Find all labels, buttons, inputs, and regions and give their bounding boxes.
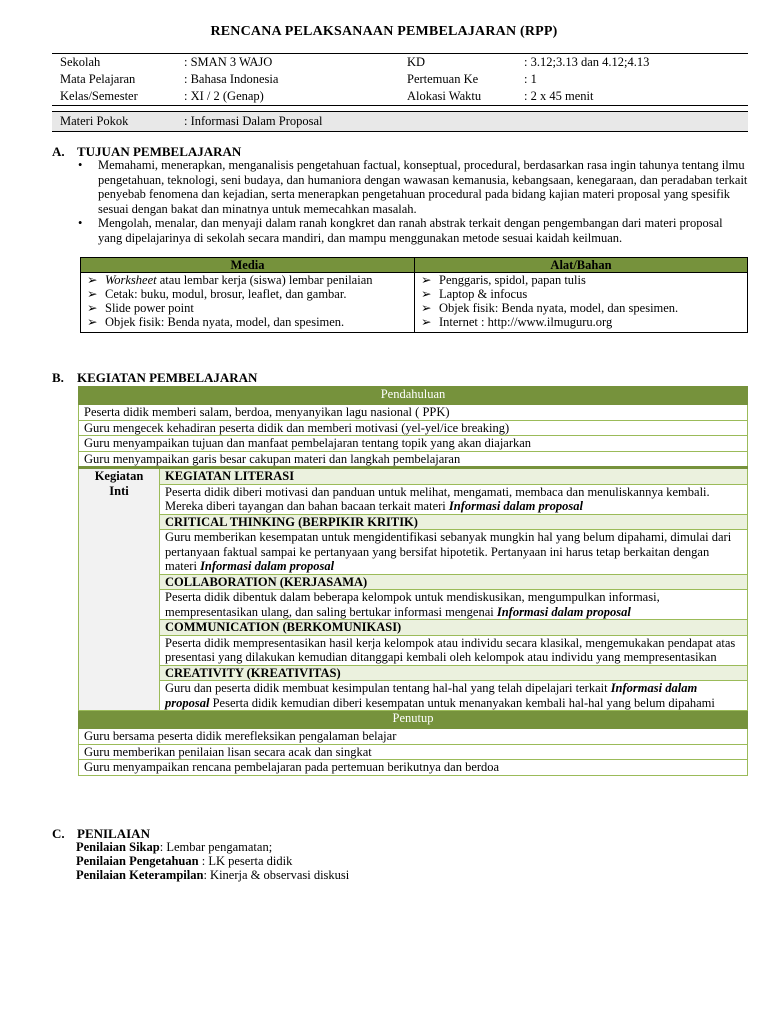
collaboration-emphasis: Informasi dalam proposal bbox=[496, 604, 631, 619]
list-item bbox=[76, 158, 748, 216]
communication-text: Peserta didik mempresentasikan hasil kerja kelompok atau individu secara klasikal, mengemukakan pendapat atas presentasi yang dilakukan kemudian ditanggapi kembali oleh kelompok atau individu yang mempresentasikan bbox=[160, 635, 748, 665]
list-item bbox=[87, 273, 410, 287]
alat-item-2: Laptop & infocus bbox=[439, 287, 528, 301]
keterampilan-label: Penilaian Keterampilan bbox=[76, 868, 204, 882]
kegiatan-inti-label bbox=[79, 468, 160, 711]
arrow-bullet-icon: ➢ bbox=[421, 315, 432, 329]
mapel-value: : Bahasa Indonesia bbox=[184, 72, 279, 86]
arrow-bullet-icon: ➢ bbox=[87, 273, 98, 287]
creativity-body-2: Peserta didik kemudian diberi kesempatan untuk menanyakan kembali hal-hal yang belum dipahami bbox=[209, 695, 715, 710]
media-body-row bbox=[81, 273, 748, 333]
arrow-bullet-icon: ➢ bbox=[87, 315, 98, 329]
kelas-value: : XI / 2 (Genap) bbox=[184, 89, 264, 103]
sikap-value: : Lembar pengamatan; bbox=[159, 840, 273, 854]
collaboration-body: Peserta didik dibentuk dalam beberapa kelompok untuk mendiskusikan, mengumpulkan informasi, mempresentasikan ulang, dan saling bertukar informasi mengenai bbox=[165, 590, 660, 619]
media-header-row bbox=[81, 258, 748, 273]
section-a-number: A. bbox=[52, 144, 65, 159]
list-item bbox=[421, 287, 743, 301]
pengetahuan-label: Penilaian Pengetahuan bbox=[76, 854, 199, 868]
tujuan-text-2: Mengolah, menalar, dan menyaji dalam ranah kongkret dan ranah abstrak terkait dengan pengembangan dari materi proposal yang dipelajarinya di sekolah secara mandiri, dan mampu menggunakan metode sesuai kaidah keilmuan. bbox=[98, 216, 723, 245]
arrow-bullet-icon: ➢ bbox=[421, 301, 432, 315]
media-table bbox=[80, 257, 748, 333]
table-row: Peserta didik memberi salam, berdoa, menyanyikan lagu nasional ( PPK) bbox=[79, 405, 748, 421]
penilaian-sikap bbox=[76, 840, 272, 855]
arrow-bullet-icon: ➢ bbox=[421, 287, 432, 301]
mapel-label: Mata Pelajaran bbox=[60, 72, 136, 86]
arrow-bullet-icon: ➢ bbox=[87, 301, 98, 315]
worksheet-italic: Worksheet bbox=[105, 273, 157, 287]
literasi-body: Peserta didik diberi motivasi dan panduan untuk melihat, mengamati, membaca dan menuliskannya kembali. Mereka diberi tayangan dan bahan bacaan terkait materi bbox=[165, 484, 710, 513]
pendahuluan-band: Pendahuluan bbox=[79, 387, 748, 405]
media-header: Media bbox=[81, 258, 415, 273]
info-row-1 bbox=[52, 54, 748, 71]
pertemuan-label: Pertemuan Ke bbox=[407, 72, 479, 86]
list-item bbox=[87, 287, 410, 301]
alat-item-1: Penggaris, spidol, papan tulis bbox=[439, 273, 586, 287]
table-row: Guru mengecek kehadiran peserta didik dan memberi motivasi (yel-yel/ice breaking) bbox=[79, 420, 748, 436]
section-b-title: KEGIATAN PEMBELAJARAN bbox=[77, 370, 258, 385]
creativity-text bbox=[160, 681, 748, 711]
table-row: Guru menyampaikan garis besar cakupan materi dan langkah pembelajaran bbox=[79, 451, 748, 468]
critical-emphasis: Informasi dalam proposal bbox=[200, 559, 335, 573]
list-item bbox=[421, 315, 743, 329]
arrow-bullet-icon: ➢ bbox=[421, 273, 432, 287]
table-row: Guru bersama peserta didik merefleksikan pengalaman belajar bbox=[79, 729, 748, 745]
info-row-2 bbox=[52, 71, 748, 88]
literasi-text bbox=[160, 484, 748, 514]
info-table bbox=[52, 53, 748, 106]
literasi-heading: KEGIATAN LITERASI bbox=[160, 468, 748, 485]
bullet-icon: • bbox=[78, 158, 83, 172]
bullet-icon: • bbox=[78, 216, 83, 231]
kd-label: KD bbox=[407, 55, 426, 69]
sekolah-value: : SMAN 3 WAJO bbox=[184, 55, 273, 69]
info-row-3 bbox=[52, 88, 748, 105]
kelas-label: Kelas/Semester bbox=[60, 89, 138, 103]
literasi-emphasis: Informasi dalam proposal bbox=[448, 499, 583, 513]
list-item bbox=[87, 315, 410, 329]
critical-body: Guru memberikan kesempatan untuk mengidentifikasi sebanyak mungkin hal yang belum dipahami, dimulai dari pertanyaan faktual sampai ke pertanyaan yang bersifat hipotetik. Pertanyaan ini harus tetap berkaitan dengan materi bbox=[165, 530, 732, 573]
media-item-4: Objek fisik: Benda nyata, model, dan spesimen. bbox=[105, 315, 345, 329]
sekolah-label: Sekolah bbox=[60, 55, 101, 69]
document-title: RENCANA PELAKSANAAN PEMBELAJARAN (RPP) bbox=[210, 24, 558, 39]
pertemuan-value: : 1 bbox=[524, 72, 537, 86]
table-row: Guru menyampaikan tujuan dan manfaat pembelajaran tentang topik yang akan diajarkan bbox=[79, 436, 748, 452]
media-item-3: Slide power point bbox=[105, 301, 194, 315]
pengetahuan-value: : LK peserta didik bbox=[198, 854, 293, 868]
collaboration-heading: COLLABORATION (KERJASAMA) bbox=[160, 574, 748, 590]
media-item-1: atau lembar kerja (siswa) lembar penilaian bbox=[156, 273, 373, 287]
alat-item-4: Internet : http://www.ilmuguru.org bbox=[439, 315, 613, 329]
alat-cell bbox=[415, 273, 748, 333]
alokasi-label: Alokasi Waktu bbox=[407, 89, 482, 103]
keterampilan-value: : Kinerja & observasi diskusi bbox=[203, 868, 350, 882]
critical-text bbox=[160, 530, 748, 575]
arrow-bullet-icon: ➢ bbox=[87, 287, 98, 301]
list-item bbox=[76, 216, 748, 245]
critical-heading: CRITICAL THINKING (BERPIKIR KRITIK) bbox=[160, 514, 748, 530]
penutup-band: Penutup bbox=[79, 711, 748, 729]
alat-item-3: Objek fisik: Benda nyata, model, dan spesimen. bbox=[439, 301, 679, 315]
media-cell bbox=[81, 273, 415, 333]
section-a-title: TUJUAN PEMBELAJARAN bbox=[77, 144, 242, 159]
tujuan-list bbox=[76, 158, 748, 246]
penilaian-pengetahuan bbox=[76, 854, 292, 869]
tujuan-text-1: Memahami, menerapkan, menganalisis pengetahuan factual, konseptual, procedural, berdasarkan rasa ingin tahunya tentang ilmu pengetahuan, teknologi, seni budaya, dan humaniora dengan wawasan kemanusia, kebangsaan, kenegaraan, dan peradaban terkait penyebab fenomena dan kejadian, serta menerapkan pengetahuan procedural pada bidang kajian materi proposal yang spesifik sesuai dengan bakat dan minatnya untuk memecahkan masalah. bbox=[98, 158, 748, 216]
kegiatan-table bbox=[78, 386, 748, 776]
communication-heading: COMMUNICATION (BERKOMUNIKASI) bbox=[160, 620, 748, 636]
section-b-number: B. bbox=[52, 370, 64, 385]
creativity-heading: CREATIVITY (KREATIVITAS) bbox=[160, 665, 748, 681]
kd-value: : 3.12;3.13 dan 4.12;4.13 bbox=[524, 55, 650, 69]
sikap-label: Penilaian Sikap bbox=[76, 840, 160, 854]
materi-label: Materi Pokok bbox=[60, 114, 129, 128]
materi-value: : Informasi Dalam Proposal bbox=[184, 114, 323, 128]
alokasi-value: : 2 x 45 menit bbox=[524, 89, 594, 103]
materi-row bbox=[52, 111, 748, 132]
media-item-2: Cetak: buku, modul, brosur, leaflet, dan gambar. bbox=[105, 287, 347, 301]
list-item bbox=[421, 273, 743, 287]
list-item bbox=[87, 301, 410, 315]
collaboration-text bbox=[160, 590, 748, 620]
inti-label-line-2: Inti bbox=[109, 483, 129, 498]
section-b-heading bbox=[52, 370, 257, 386]
table-row: Guru memberikan penilaian lisan secara acak dan singkat bbox=[79, 744, 748, 760]
list-item bbox=[421, 301, 743, 315]
creativity-emphasis: Informasi dalam proposal bbox=[165, 681, 698, 710]
penilaian-keterampilan bbox=[76, 868, 349, 883]
inti-label-line-1: Kegiatan bbox=[94, 469, 144, 483]
section-c-title: PENILAIAN bbox=[77, 826, 150, 841]
creativity-body-1: Guru dan peserta didik membuat kesimpulan tentang hal-hal yang telah dipelajari terkait bbox=[165, 681, 611, 695]
table-row: Guru menyampaikan rencana pembelajaran pada pertemuan berikutnya dan berdoa bbox=[79, 760, 748, 776]
alat-header: Alat/Bahan bbox=[415, 258, 748, 273]
section-c-number: C. bbox=[52, 826, 65, 841]
